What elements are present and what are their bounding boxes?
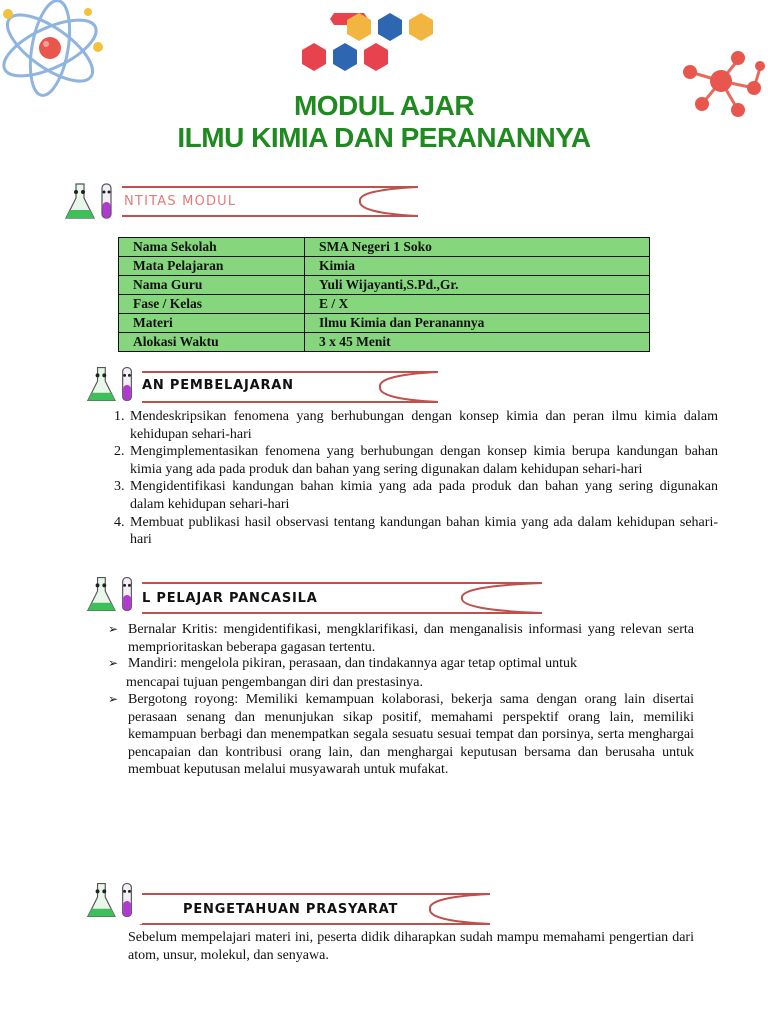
table-value-cell: 3 x 45 Menit	[305, 333, 650, 352]
arrow-bullet-icon: ➢	[108, 622, 119, 636]
table-value-cell: Kimia	[305, 257, 650, 276]
arrow-bullet-icon: ➢	[108, 656, 119, 670]
table-key-cell: Nama Sekolah	[119, 238, 305, 257]
learning-goals-list	[104, 408, 718, 549]
section-title-identitas: NTITAS MODUL	[124, 194, 237, 209]
profil-item-kritis: Bernalar Kritis: mengidentifikasi, mengklarifikasi, dan menganalisis informasi yang relevan serta memprioritaskan beberapa gagasan tertentu.	[128, 622, 694, 655]
table-row	[119, 276, 650, 295]
prasyarat-paragraph: Sebelum mempelajari materi ini, peserta didik diharapkan sudah mampu memahami pengertian dari atom, unsur, molekul, dan senyawa.	[128, 930, 694, 963]
table-key-cell: Mata Pelajaran	[119, 257, 305, 276]
list-item: 4. Membuat publikasi hasil observasi tentang kandungan bahan kimia yang ada dalam kehidupan sehari-hari	[128, 514, 718, 549]
section-title-tujuan: AN PEMBELAJARAN	[142, 378, 294, 393]
table-row	[119, 295, 650, 314]
table-value-cell: E / X	[305, 295, 650, 314]
list-item: 1. Mendeskripsikan fenomena yang berhubungan dengan konsep kimia dan peran ilmu kimia dalam kehidupan sehari-hari	[128, 408, 718, 443]
module-info-table	[118, 237, 650, 352]
table-value-cell: Yuli Wijayanti,S.Pd.,Gr.	[305, 276, 650, 295]
beaker-mascot-icon	[84, 360, 142, 410]
title-line-1: MODUL AJAR	[293, 90, 475, 121]
hexagon-logo-icon	[296, 10, 446, 75]
table-key-cell: Nama Guru	[119, 276, 305, 295]
beaker-mascot-icon	[62, 178, 122, 226]
table-value-cell: SMA Negeri 1 Soko	[305, 238, 650, 257]
atom-icon	[0, 0, 115, 100]
table-row	[119, 314, 650, 333]
table-value-cell: Ilmu Kimia dan Peranannya	[305, 314, 650, 333]
profil-item-gotong-royong: Bergotong royong: Memiliki kemampuan kolaborasi, bekerja sama dengan orang lain disertai perasaan senang dan menunjukan sikap positif, memahami perspektif orang lain, memiliki kemampuan berbagi dan menempatkan segala sesuatu sesuai tempat dan porsinya, serta menghargai pencapaian dan kontribusi orang lain, dan menghargai keputusan bersama dan berusaha untuk membuat keputusan melalui musyawarah untuk mufakat.	[128, 692, 694, 778]
list-item: 3. Mengidentifikasi kandungan bahan kimia yang ada pada produk dan bahan yang sering digunakan dalam kehidupan sehari-hari	[128, 478, 718, 513]
table-row	[119, 257, 650, 276]
table-key-cell: Alokasi Waktu	[119, 333, 305, 352]
beaker-mascot-icon	[84, 570, 142, 620]
arrow-bullet-icon: ➢	[108, 692, 119, 706]
table-row	[119, 333, 650, 352]
section-title-prasyarat: PENGETAHUAN PRASYARAT	[183, 902, 399, 917]
table-key-cell: Materi	[119, 314, 305, 333]
beaker-mascot-icon	[84, 876, 142, 926]
table-row	[119, 238, 650, 257]
section-title-profil: L PELAJAR PANCASILA	[142, 591, 318, 606]
profil-item-mandiri: Mandiri: mengelola pikiran, perasaan, dan tindakannya agar tetap optimal untuk	[128, 656, 578, 671]
title-line-2: ILMU KIMIA DAN PERANANNYA	[177, 122, 591, 153]
list-item: 2. Mengimplementasikan fenomena yang berhubungan dengan konsep kimia berupa kandungan bahan kimia yang ada pada produk dan bahan yang sering digunakan dalam kehidupan sehari-hari	[128, 443, 718, 478]
profil-item-mandiri-cont: mencapai tujuan pengembangan diri dan prestasinya.	[126, 675, 424, 690]
table-key-cell: Fase / Kelas	[119, 295, 305, 314]
